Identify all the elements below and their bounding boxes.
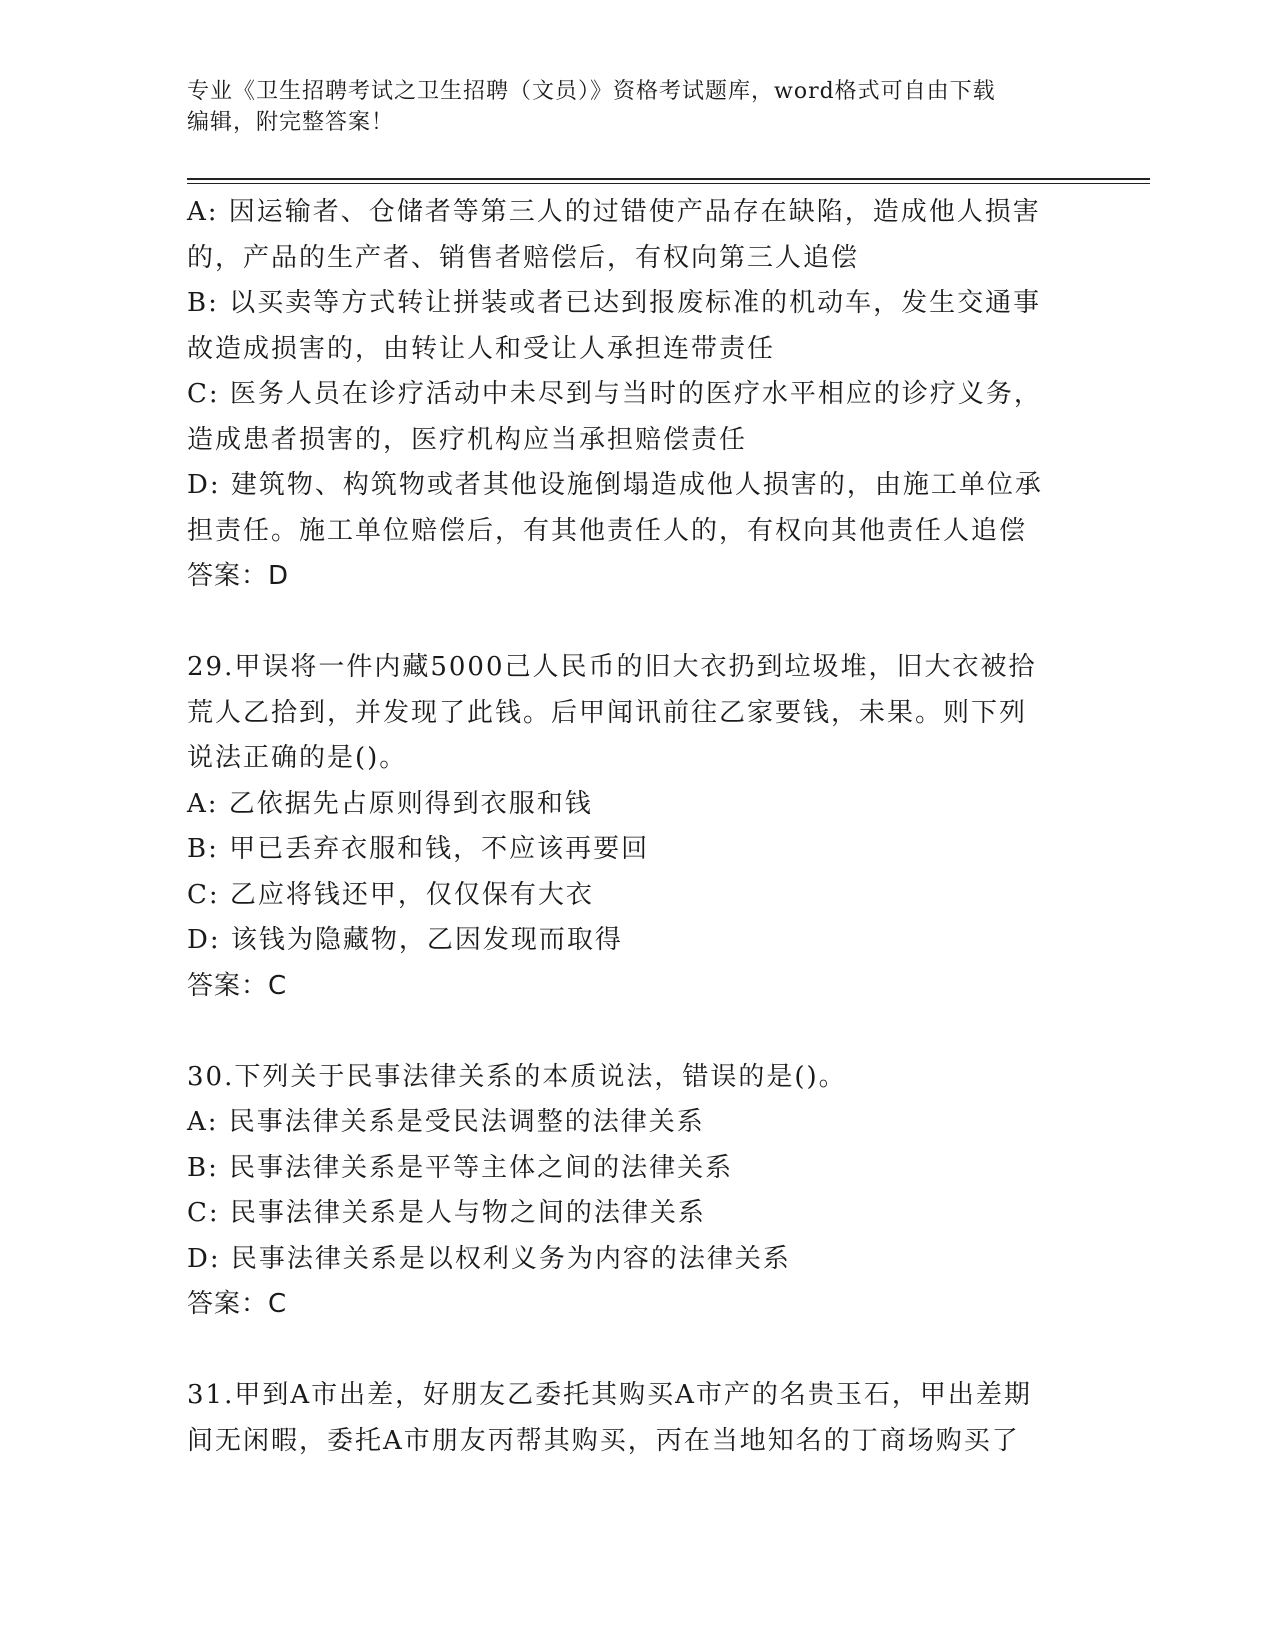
question-stem: 29.甲误将一件内藏5000己人民币的旧大衣扔到垃圾堆，旧大衣被拾 [187, 652, 1037, 682]
option-c-cont: 造成患者损害的，医疗机构应当承担赔偿责任 [187, 424, 748, 455]
question-stem: 30.下列关于民事法律关系的本质说法，错误的是()。 [187, 1061, 847, 1092]
answer: 答案：C [187, 970, 288, 1001]
option-b: B: 以买卖等方式转让拼装或者已达到报废标准的机动车，发生交通事 [187, 288, 1042, 318]
header-divider [187, 178, 1150, 180]
option-d: D: 该钱为隐藏物，乙因发现而取得 [187, 925, 623, 955]
option-c: C: 乙应将钱还甲，仅仅保有大衣 [187, 879, 594, 910]
question-stem-cont: 荒人乙拾到，并发现了此钱。后甲闻讯前往乙家要钱，未果。则下列 [187, 697, 1028, 728]
header-line: 编辑，附完整答案！ [187, 110, 395, 135]
question-30 [187, 1055, 1067, 1328]
option-c: C: 民事法律关系是人与物之间的法律关系 [187, 1198, 706, 1228]
question-stem-cont: 间无闲暇，委托A市朋友丙帮其购买，丙在当地知名的丁商场购买了 [187, 1425, 1020, 1456]
question-31 [187, 1373, 1067, 1464]
option-b: B: 甲已丢弃衣服和钱，不应该再要回 [187, 834, 650, 864]
question-list [187, 190, 1067, 1464]
option-a-cont: 的，产品的生产者、销售者赔偿后，有权向第三人追偿 [187, 242, 860, 273]
question-29 [187, 645, 1067, 1009]
spacer [187, 600, 1067, 646]
answer: 答案：C [187, 1289, 288, 1319]
answer: 答案：D [187, 561, 290, 591]
question-stem: 31.甲到A市出差，好朋友乙委托其购买A市产的名贵玉石，甲出差期 [187, 1380, 1032, 1410]
option-b-cont: 故造成损害的，由转让人和受让人承担连带责任 [187, 333, 776, 364]
header-line: 专业《卫生招聘考试之卫生招聘（文员）》资格考试题库，word格式可自由下载 [187, 79, 996, 104]
spacer [187, 1328, 1067, 1374]
option-c: C: 医务人员在诊疗活动中未尽到与当时的医疗水平相应的诊疗义务， [187, 379, 1042, 409]
header-divider-thin [187, 183, 1150, 184]
question-stem-cont: 说法正确的是()。 [187, 743, 408, 773]
option-a: A: 乙依据先占原则得到衣服和钱 [187, 788, 593, 819]
spacer [187, 1009, 1067, 1055]
option-a: A: 因运输者、仓储者等第三人的过错使产品存在缺陷，造成他人损害 [187, 197, 1041, 227]
option-d-cont: 担责任。施工单位赔偿后，有其他责任人的，有权向其他责任人追偿 [187, 515, 1028, 546]
option-b: B: 民事法律关系是平等主体之间的法律关系 [187, 1152, 734, 1183]
question-28 [187, 190, 1067, 600]
option-d: D: 民事法律关系是以权利义务为内容的法律关系 [187, 1243, 791, 1274]
page-header [187, 76, 1067, 138]
option-a: A: 民事法律关系是受民法调整的法律关系 [187, 1107, 705, 1137]
option-d: D: 建筑物、构筑物或者其他设施倒塌造成他人损害的，由施工单位承 [187, 470, 1043, 500]
